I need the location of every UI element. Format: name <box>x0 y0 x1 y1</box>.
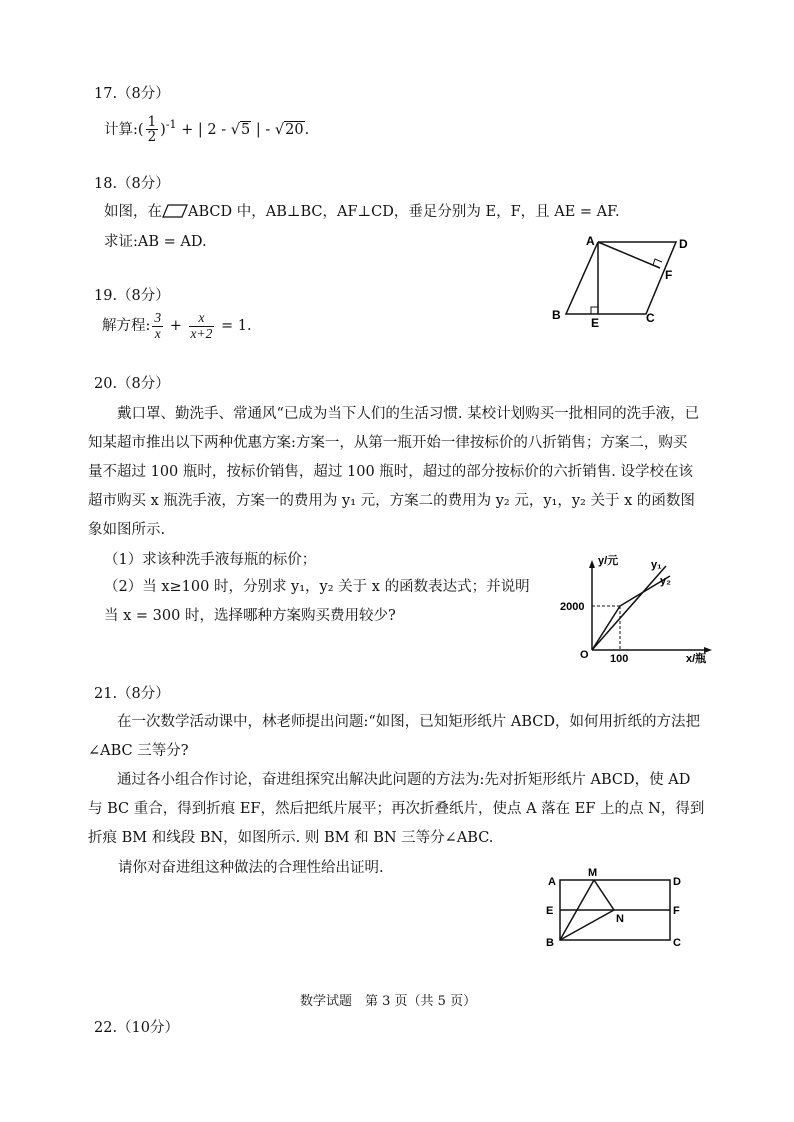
label-C: C <box>673 937 681 949</box>
label-C: C <box>646 311 655 325</box>
label-N: N <box>616 913 624 925</box>
q18-header: 18.（8分） <box>94 176 170 192</box>
x-axis-label: x/瓶 <box>686 653 707 665</box>
q22-header: 22.（10分） <box>94 1020 180 1036</box>
parallelogram-icon <box>162 204 188 222</box>
q20-header: 20.（8分） <box>94 376 170 392</box>
label-D: D <box>673 876 681 888</box>
q20-text: 戴口罩、勤洗手、常通风“已成为当下人们的生活习惯. 某校计划购买一批相同的洗手液，已知某超市推出以下两种优惠方案:方案一，从第一瓶开始一律按标价的八折销售；方案二，购买量不超过 100 瓶时，按标价销售，超过 100 瓶时，超过的部分按标价的六折销售. 设学校在该超市购买 x 瓶洗手液，方案一的费用为 y₁ 元，方案二的费用为 y₂ 元，y₁，y₂ 关于 x 的函数图象如图所示. <box>88 406 700 538</box>
y1-label: y₁ <box>651 559 662 571</box>
label-B: B <box>546 937 554 949</box>
q20-sub2: （2）当 x≥100 时，分别求 y₁，y₂ 关于 x 的函数表达式；并说明当 x = 300 时，选择哪种方案购买费用较少? <box>104 579 530 624</box>
label-M: M <box>588 867 598 879</box>
right-angle-F <box>653 259 662 265</box>
q17-sqrt5: 5 <box>241 121 251 138</box>
q21-p3: 请你对奋进组这种做法的合理性给出证明. <box>118 860 384 876</box>
tick-100: 100 <box>610 653 629 665</box>
page-footer: 数学试题 第 3 页（共 5 页） <box>300 994 477 1009</box>
line-y1 <box>592 566 666 650</box>
q20-sub1: （1）求该种洗手液每瓶的标价； <box>104 552 317 568</box>
parallelogram-shape <box>566 242 676 314</box>
right-angle-E <box>591 307 598 314</box>
q21-p2: 通过各小组合作讨论，奋进组探究出解决此问题的方法为:先对折矩形纸片 ABCD，使 AD 与 BC 重合，得到折痕 EF，然后把纸片展平；再次折叠纸片，使点 A 落在 EF 上的点 N，得到折痕 BM 和线段 BN，如图所示. 则 BM 和 BN 三等分∠ABC. <box>88 772 705 846</box>
tick-2000: 2000 <box>560 601 585 613</box>
q17-label: 计算: <box>104 121 138 138</box>
label-D: D <box>679 237 688 251</box>
q21-p1: 在一次数学活动课中，林老师提出问题:“如图，已知矩形纸片 ABCD，如何用折纸的方法把∠ABC 三等分? <box>88 714 701 759</box>
label-A: A <box>548 876 556 888</box>
q18-line1: 如图，在 ABCD 中，AB⊥BC，AF⊥CD，垂足分别为 E，F，且 AE = AF. <box>104 204 620 220</box>
q18-figure <box>548 232 698 334</box>
q20-graph <box>556 554 726 670</box>
label-A: A <box>586 234 595 248</box>
label-F: F <box>673 905 680 917</box>
q18-line2: 求证:AB = AD. <box>104 234 207 250</box>
label-E: E <box>546 905 554 917</box>
segment-AF <box>598 242 660 268</box>
label-B: B <box>552 308 561 322</box>
q21-figure <box>540 864 690 958</box>
q17-exponent: -1 <box>165 118 177 131</box>
label-E: E <box>591 316 600 330</box>
origin-label: O <box>580 649 589 661</box>
segment-MN <box>594 880 614 910</box>
q17-expression: 计算:( $\frac{1}{2}$ )$^{-1}$ + | 2 - √5 | - √20. <box>104 114 310 146</box>
y2-label: y₂ <box>660 575 672 587</box>
q19-fraction-1: $\frac{3}{x}$ <box>154 310 162 341</box>
q21-header: 21.（8分） <box>94 686 170 702</box>
label-F: F <box>665 268 673 282</box>
line-y2 <box>592 576 670 650</box>
q17-header: 17.（8分） <box>94 86 170 102</box>
q19-header: 19.（8分） <box>94 288 170 304</box>
q17-sqrt20: 20 <box>285 121 304 138</box>
q19-fraction-2: $\frac{x}{x+2}$ <box>190 310 213 341</box>
y-axis-label: y/元 <box>598 555 619 567</box>
q17-fraction: $\frac{1}{2}$ <box>147 114 157 146</box>
q19-equation: 解方程: $\frac{3}{x}$ + $\frac{x}{x+2}$ = 1. <box>102 310 252 341</box>
